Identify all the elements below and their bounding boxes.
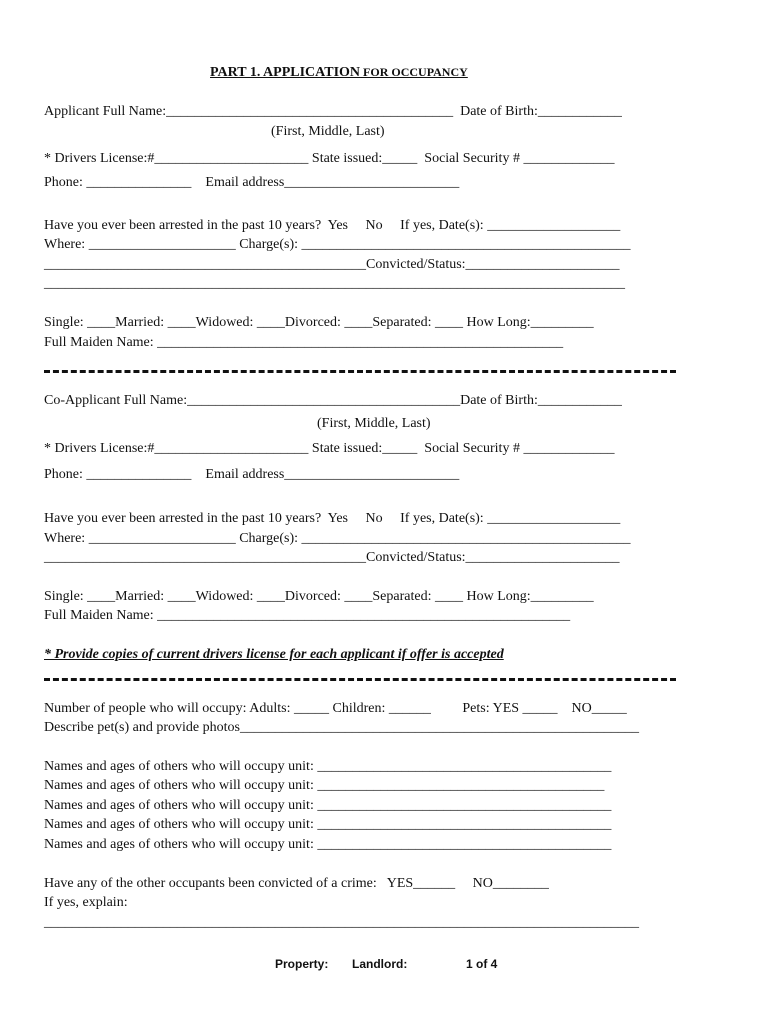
applicant-phone-field[interactable]: Phone: _______________ Email address_________________________ (44, 175, 460, 190)
applicant-where-field[interactable]: Where: _____________________ Charge(s): _______________________________________________ (44, 237, 631, 252)
page-title (210, 64, 468, 81)
co-applicant-license-field[interactable]: * Drivers License:#______________________ State issued:_____ Social Security # _____________ (44, 441, 615, 456)
explain-field[interactable]: _____________________________________________________________________________________ (44, 915, 639, 930)
pets-description-field[interactable]: Describe pet(s) and provide photos_________________________________________________________ (44, 720, 639, 735)
title-main: PART 1. APPLICATION (210, 65, 361, 80)
page-number: 1 of 4 (466, 957, 498, 971)
section-divider (44, 370, 676, 373)
co-applicant-name-field[interactable]: Co-Applicant Full Name:_______________________________________Date of Birth:____________ (44, 393, 622, 408)
applicant-name-hint: (First, Middle, Last) (271, 124, 385, 139)
applicant-arrest-question[interactable]: Have you ever been arrested in the past 10 years? Yes No If yes, Date(s): ___________________ (44, 218, 621, 233)
occupant-crime-question[interactable]: Have any of the other occupants been convicted of a crime: YES______ NO________ (44, 876, 549, 891)
other-occupant-field[interactable]: Names and ages of others who will occupy unit: __________________________________________ (44, 817, 612, 832)
co-applicant-name-hint: (First, Middle, Last) (317, 416, 431, 431)
license-copy-note: * Provide copies of current drivers license for each applicant if offer is accepted (44, 647, 504, 662)
co-applicant-maiden-name[interactable]: Full Maiden Name: ___________________________________________________________ (44, 608, 571, 623)
co-applicant-phone-field[interactable]: Phone: _______________ Email address_________________________ (44, 467, 460, 482)
applicant-name-field[interactable]: Applicant Full Name:_________________________________________ Date of Birth:____________ (44, 104, 622, 119)
occupant-count-field[interactable]: Number of people who will occupy: Adults: _____ Children: ______ Pets: YES _____ NO_____ (44, 701, 627, 716)
section-divider (44, 678, 676, 681)
title-tail: FOR OCCUPANCY (360, 65, 468, 79)
co-applicant-marital-status[interactable]: Single: ____Married: ____Widowed: ____Divorced: ____Separated: ____ How Long:_________ (44, 589, 594, 604)
other-occupant-field[interactable]: Names and ages of others who will occupy unit: __________________________________________ (44, 798, 612, 813)
applicant-convicted-field[interactable]: ______________________________________________Convicted/Status:______________________ (44, 257, 620, 272)
co-applicant-convicted-field[interactable]: ______________________________________________Convicted/Status:______________________ (44, 550, 620, 565)
applicant-license-field[interactable]: * Drivers License:#______________________ State issued:_____ Social Security # _____________ (44, 151, 615, 166)
other-occupant-field[interactable]: Names and ages of others who will occupy unit: __________________________________________ (44, 759, 612, 774)
applicant-maiden-name[interactable]: Full Maiden Name: __________________________________________________________ (44, 335, 564, 350)
other-occupant-field[interactable]: Names and ages of others who will occupy unit: __________________________________________ (44, 837, 612, 852)
other-occupant-field[interactable]: Names and ages of others who will occupy unit: _________________________________________ (44, 778, 605, 793)
footer-landlord-label: Landlord: (352, 957, 408, 971)
explain-label: If yes, explain: (44, 895, 128, 910)
co-applicant-where-field[interactable]: Where: _____________________ Charge(s): _______________________________________________ (44, 531, 631, 546)
co-applicant-arrest-question[interactable]: Have you ever been arrested in the past 10 years? Yes No If yes, Date(s): ___________________ (44, 511, 621, 526)
applicant-extra-blank[interactable]: ___________________________________________________________________________________ (44, 276, 625, 291)
applicant-marital-status[interactable]: Single: ____Married: ____Widowed: ____Divorced: ____Separated: ____ How Long:_________ (44, 315, 594, 330)
footer-property-label: Property: (275, 957, 329, 971)
